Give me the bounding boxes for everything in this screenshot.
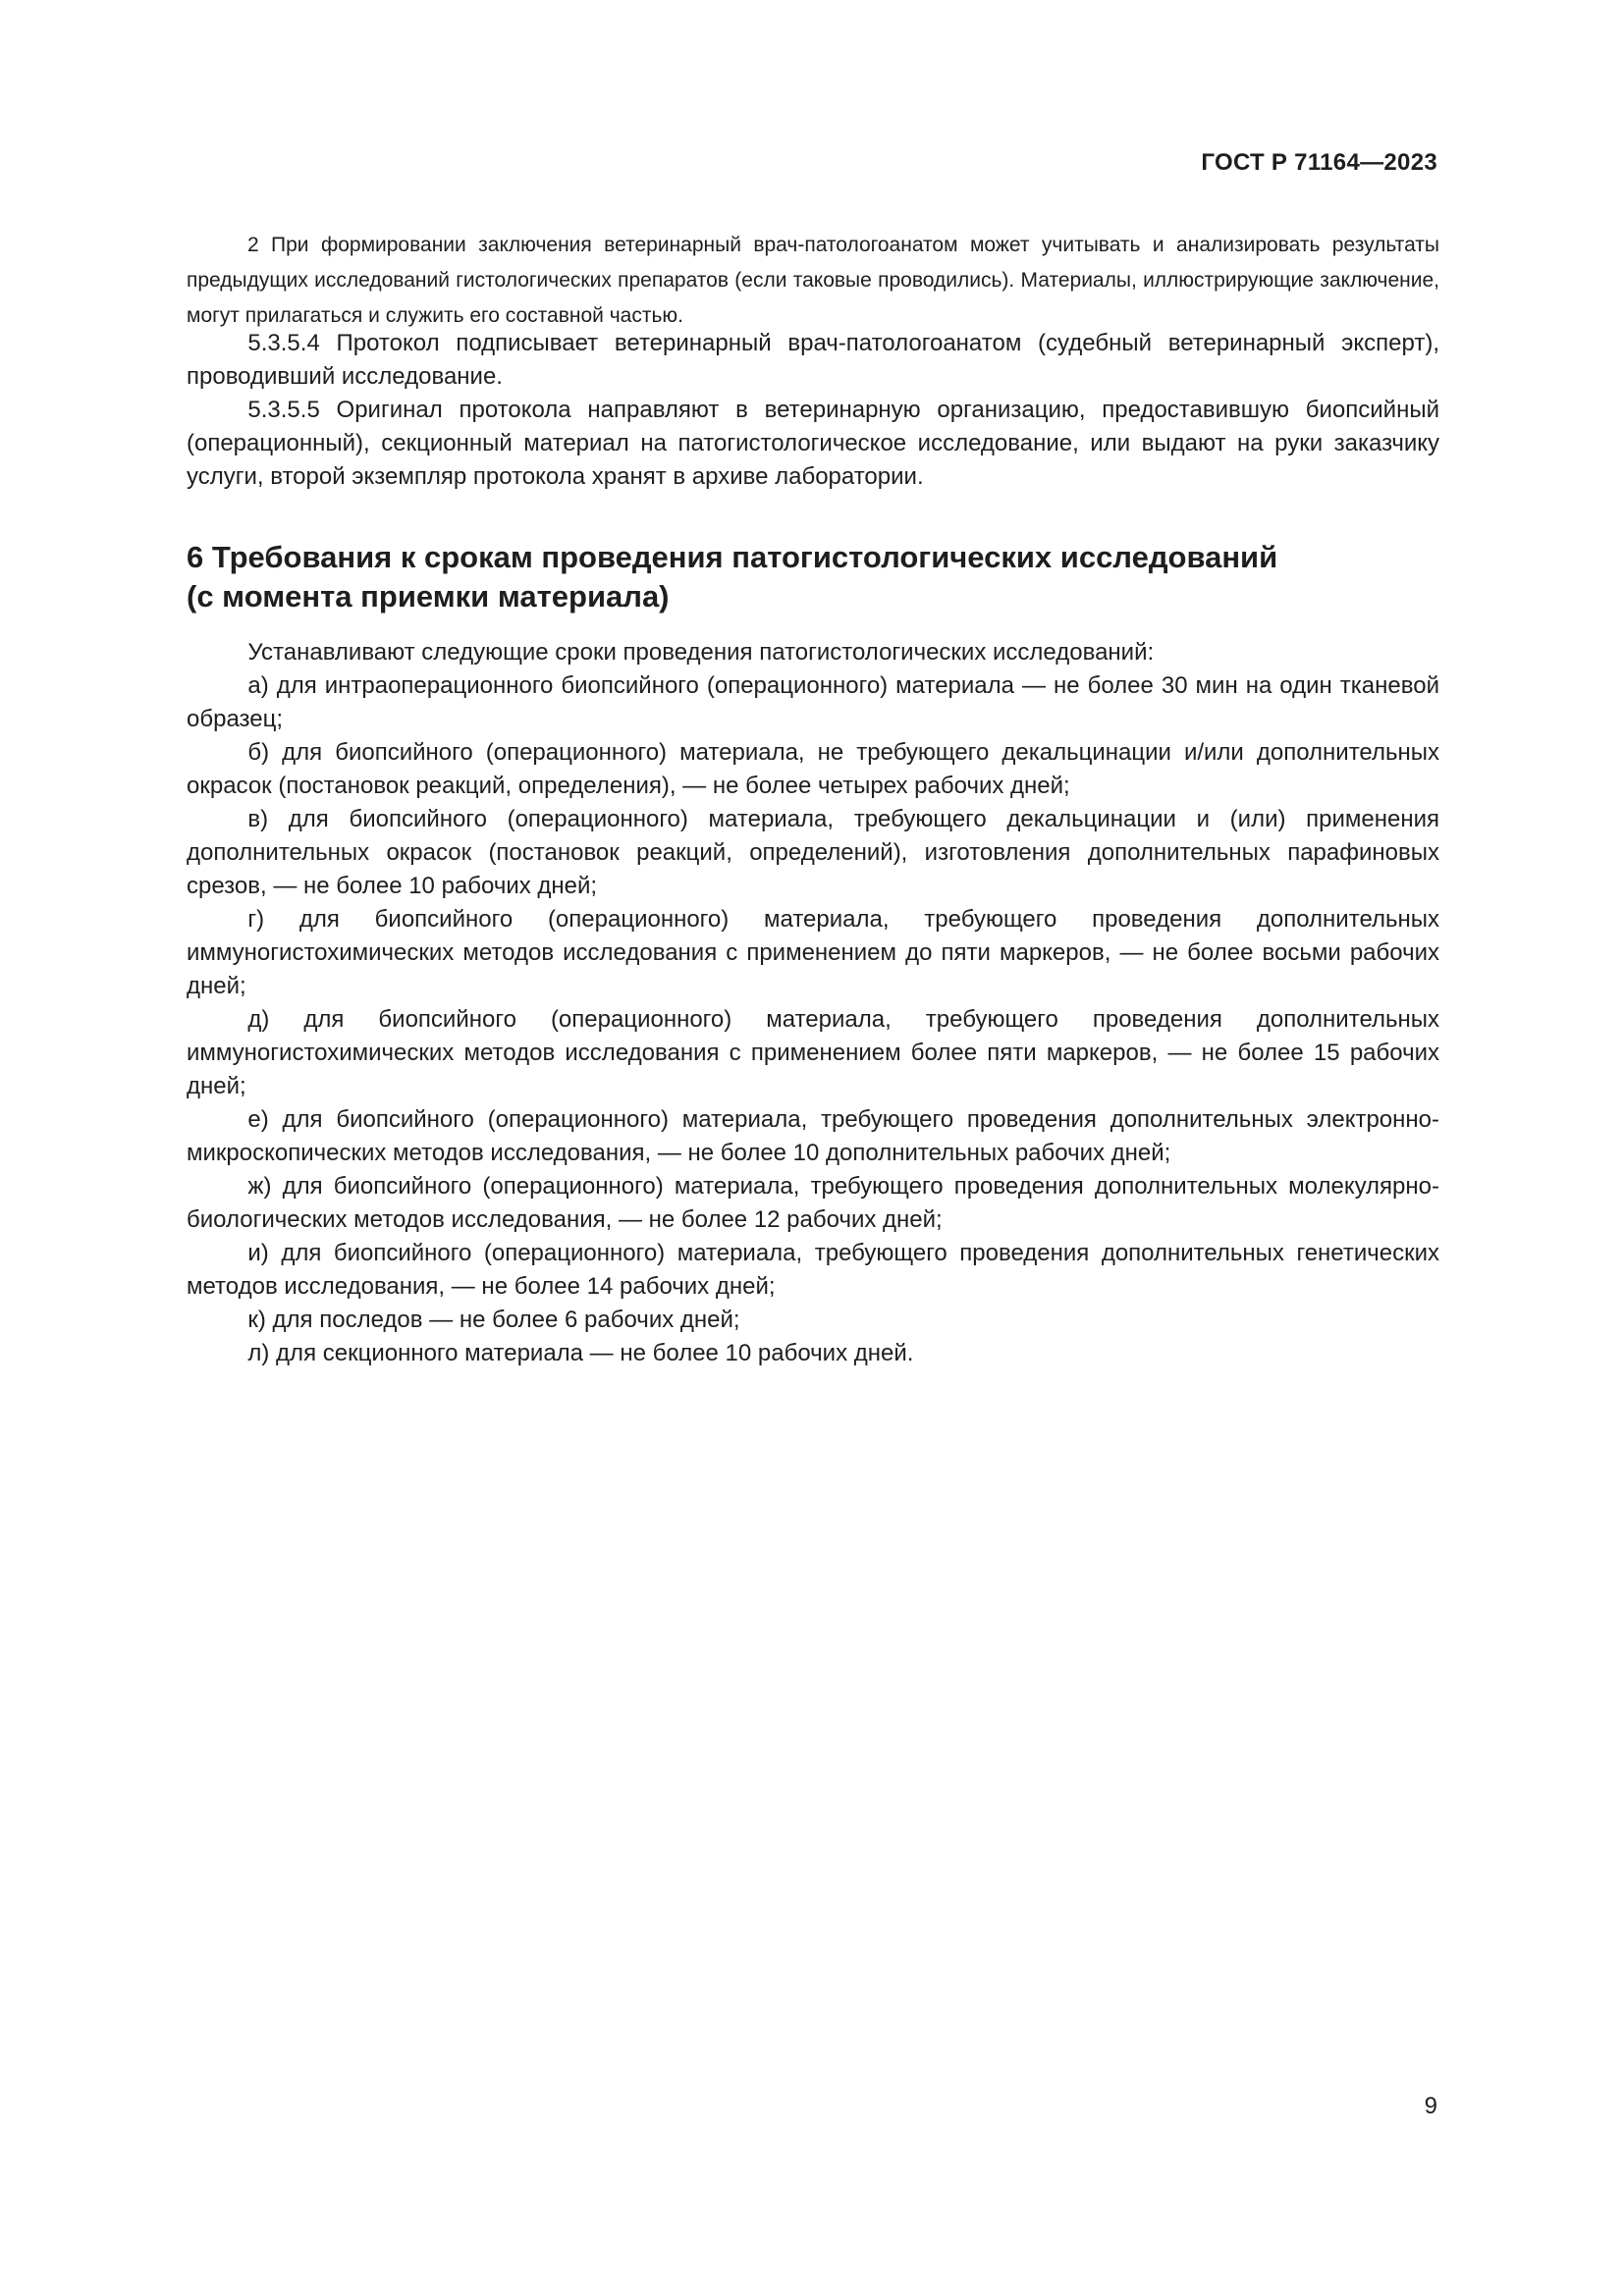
- clause-5-3-5-4: 5.3.5.4 Протокол подписывает ветеринарный врач-патологоанатом (судебный ветеринарный эксперт), проводивший исследование.: [187, 330, 1439, 390]
- clause-5-3-5-5: 5.3.5.5 Оригинал протокола направляют в ветеринарную организацию, предоставившую биопсийный (операционный), секционный материал на патогистологическое исследование, или выдают на руки заказчику услуги, второй экземпляр протокола хранят в архиве лаборатории.: [187, 397, 1439, 490]
- note-paragraph: 2 При формировании заключения ветеринарный врач-патологоанатом может учитывать и анализировать результаты предыдущих исследований гистологических препаратов (если таковые проводились). Материалы, иллюстрирующие заключение, могут прилагаться и служить его составной частью.: [187, 234, 1439, 327]
- note-block: [187, 228, 1439, 334]
- list-item-l: л) для секционного материала — не более 10 рабочих дней.: [247, 1340, 914, 1366]
- section-intro: Устанавливают следующие сроки проведения патогистологических исследований:: [247, 639, 1155, 666]
- list-item-d: д) для биопсийного (операционного) материала, требующего проведения дополнительных иммуногистохимических методов исследования с применением более пяти маркеров, — не более 15 рабочих дней;: [187, 1006, 1439, 1099]
- list-item-v: в) для биопсийного (операционного) материала, требующего декальцинации и (или) применения дополнительных окрасок (постановок реакций, определений), изготовления дополнительных парафиновых срезов, — не более 10 рабочих дней;: [187, 806, 1439, 899]
- section-title-line-1: 6 Требования к срокам проведения патогистологических исследований: [187, 540, 1278, 574]
- clauses-block: [187, 327, 1439, 494]
- list-item-i: и) для биопсийного (операционного) материала, требующего проведения дополнительных генетических методов исследования, — не более 14 рабочих дней;: [187, 1240, 1439, 1300]
- section-6-body: [187, 636, 1439, 1370]
- list-item-k: к) для последов — не более 6 рабочих дней;: [247, 1307, 740, 1333]
- list-item-zh: ж) для биопсийного (операционного) материала, требующего проведения дополнительных молекулярно-биологических методов исследования, — не более 12 рабочих дней;: [187, 1173, 1439, 1233]
- section-title-line-2: (с момента приемки материала): [187, 579, 670, 614]
- list-item-e: е) для биопсийного (операционного) материала, требующего проведения дополнительных электронно-микроскопических методов исследования, — не более 10 дополнительных рабочих дней;: [187, 1106, 1439, 1166]
- page-number: 9: [1424, 2093, 1437, 2119]
- list-item-a: а) для интраоперационного биопсийного (операционного) материала — не более 30 мин на один тканевой образец;: [187, 672, 1439, 732]
- list-item-b: б) для биопсийного (операционного) материала, не требующего декальцинации и/или дополнительных окрасок (постановок реакций, определения), — не более четырех рабочих дней;: [187, 739, 1439, 799]
- document-id-header: ГОСТ Р 71164—2023: [1201, 149, 1437, 176]
- section-6-title: [187, 538, 1439, 616]
- list-item-g: г) для биопсийного (операционного) материала, требующего проведения дополнительных иммуногистохимических методов исследования с применением до пяти маркеров, — не более восьми рабочих дней;: [187, 906, 1439, 999]
